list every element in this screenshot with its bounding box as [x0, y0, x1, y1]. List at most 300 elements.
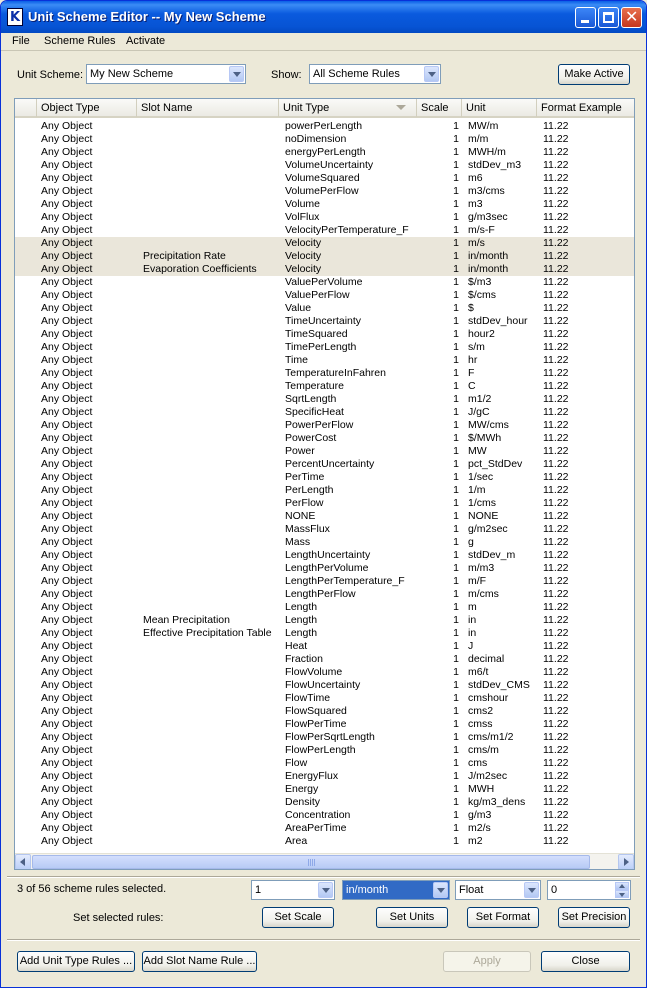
cell-slot-name	[143, 341, 283, 354]
table-row[interactable]	[15, 770, 634, 783]
cell-unit-type: FlowUncertainty	[285, 679, 361, 691]
cell-slot-name	[143, 315, 283, 328]
cell-object-type: Any Object	[41, 731, 93, 743]
cell-unit-type: LengthPerVolume	[285, 562, 369, 574]
cell-format-example: 11.22	[543, 341, 569, 353]
cell-scale: 1	[453, 419, 459, 431]
cell-unit: C	[468, 380, 476, 392]
cell-unit: pct_StdDev	[468, 458, 523, 470]
cell-object-type: Any Object	[41, 237, 93, 249]
cell-slot-name	[143, 653, 283, 666]
cell-format-example: 11.22	[543, 250, 569, 262]
table-row[interactable]	[15, 705, 634, 718]
cell-object-type: Any Object	[41, 653, 93, 665]
table-row[interactable]	[15, 393, 634, 406]
title-bar[interactable]	[1, 1, 646, 33]
cell-scale: 1	[453, 640, 459, 652]
window-title: Unit Scheme Editor -- My New Scheme	[28, 9, 266, 24]
cell-unit-type: Mass	[285, 536, 311, 548]
cell-unit-type: SqrtLength	[285, 393, 337, 405]
scrollbar-thumb[interactable]	[32, 855, 590, 869]
cell-scale: 1	[453, 289, 459, 301]
close-icon: ✕	[625, 7, 639, 26]
cell-format-example: 11.22	[543, 666, 569, 678]
maximize-icon	[603, 12, 614, 23]
table-row[interactable]	[15, 432, 634, 445]
sort-descending-icon	[396, 105, 406, 110]
table-row[interactable]	[15, 289, 634, 302]
table-row[interactable]	[15, 198, 634, 211]
cell-unit-type: PowerCost	[285, 432, 337, 444]
cell-scale: 1	[453, 120, 459, 132]
cell-unit-type: Concentration	[285, 809, 351, 821]
cell-object-type: Any Object	[41, 679, 93, 691]
cell-scale: 1	[453, 445, 459, 457]
cell-unit: m3	[468, 198, 483, 210]
cell-object-type: Any Object	[41, 159, 93, 171]
cell-unit: cmss	[468, 718, 493, 730]
cell-object-type: Any Object	[41, 263, 93, 275]
cell-unit-type: Length	[285, 614, 318, 626]
cell-scale: 1	[453, 575, 459, 587]
cell-object-type: Any Object	[41, 224, 93, 236]
menu-file[interactable]: File	[12, 35, 30, 47]
cell-slot-name	[143, 692, 283, 705]
cell-slot-name	[143, 471, 283, 484]
cell-format-example: 11.22	[543, 614, 569, 626]
table-row[interactable]	[15, 471, 634, 484]
cell-format-example: 11.22	[543, 471, 569, 483]
cell-unit-type: PerTime	[285, 471, 325, 483]
table-row[interactable]	[15, 562, 634, 575]
cell-unit-type: VolumeUncertainty	[285, 159, 374, 171]
cell-object-type: Any Object	[41, 276, 93, 288]
cell-slot-name	[143, 484, 283, 497]
cell-unit: s/m	[468, 341, 485, 353]
cell-object-type: Any Object	[41, 718, 93, 730]
table-row[interactable]	[15, 718, 634, 731]
cell-scale: 1	[453, 224, 459, 236]
cell-scale: 1	[453, 666, 459, 678]
table-row[interactable]	[15, 822, 634, 835]
cell-unit: 1/sec	[468, 471, 494, 483]
cell-slot-name	[143, 354, 283, 367]
set-selected-rules-label: Set selected rules:	[73, 912, 164, 924]
table-row[interactable]	[15, 315, 634, 328]
cell-scale: 1	[453, 484, 459, 496]
cell-format-example: 11.22	[543, 510, 569, 522]
table-row[interactable]	[15, 276, 634, 289]
cell-object-type: Any Object	[41, 341, 93, 353]
format-value: Float	[459, 884, 484, 896]
table-row[interactable]	[15, 120, 634, 133]
table-header	[15, 99, 634, 118]
cell-slot-name	[143, 718, 283, 731]
cell-scale: 1	[453, 601, 459, 613]
cell-unit: $/cms	[468, 289, 497, 301]
minimize-icon	[581, 20, 589, 23]
cell-slot-name	[143, 211, 283, 224]
cell-format-example: 11.22	[543, 406, 569, 418]
table-row[interactable]	[15, 653, 634, 666]
cell-unit-type: VolumePerFlow	[285, 185, 359, 197]
table-row[interactable]	[15, 159, 634, 172]
cell-object-type: Any Object	[41, 562, 93, 574]
cell-object-type: Any Object	[41, 536, 93, 548]
cell-format-example: 11.22	[543, 718, 569, 730]
cell-scale: 1	[453, 497, 459, 509]
cell-format-example: 11.22	[543, 432, 569, 444]
close-window-button[interactable]	[621, 7, 642, 28]
table-row[interactable]	[15, 250, 634, 263]
cell-format-example: 11.22	[543, 198, 569, 210]
table-row[interactable]	[15, 575, 634, 588]
cell-unit: stdDev_m3	[468, 159, 522, 171]
cell-slot-name	[143, 744, 283, 757]
cell-unit: in/month	[468, 250, 509, 262]
cell-unit-type: AreaPerTime	[285, 822, 347, 834]
table-row[interactable]	[15, 809, 634, 822]
cell-object-type: Any Object	[41, 445, 93, 457]
set-units-button[interactable]: Set Units	[376, 907, 448, 928]
make-active-button[interactable]: Make Active	[558, 64, 630, 85]
cell-unit: m1/2	[468, 393, 492, 405]
cell-unit-type: energyPerLength	[285, 146, 366, 158]
cell-unit-type: FlowTime	[285, 692, 331, 704]
cell-unit-type: Velocity	[285, 237, 322, 249]
cell-slot-name	[143, 406, 283, 419]
cell-format-example: 11.22	[543, 328, 569, 340]
cell-object-type: Any Object	[41, 302, 93, 314]
cell-format-example: 11.22	[543, 367, 569, 379]
table-row[interactable]	[15, 133, 634, 146]
column-header-unit-type[interactable]: Unit Type	[279, 99, 417, 117]
cell-scale: 1	[453, 653, 459, 665]
table-row[interactable]	[15, 458, 634, 471]
table-row[interactable]	[15, 406, 634, 419]
table-row[interactable]	[15, 588, 634, 601]
table-row[interactable]	[15, 666, 634, 679]
cell-slot-name: Mean Precipitation	[143, 614, 230, 626]
precision-value: 0	[551, 884, 558, 896]
table-row[interactable]	[15, 237, 634, 250]
cell-scale: 1	[453, 276, 459, 288]
cell-scale: 1	[453, 406, 459, 418]
cell-format-example: 11.22	[543, 523, 569, 535]
cell-format-example: 11.22	[543, 458, 569, 470]
cell-unit-type: Fraction	[285, 653, 323, 665]
cell-unit: stdDev_CMS	[468, 679, 530, 691]
table-row[interactable]	[15, 796, 634, 809]
cell-format-example: 11.22	[543, 185, 569, 197]
cell-object-type: Any Object	[41, 549, 93, 561]
cell-unit: MW	[468, 445, 487, 457]
scroll-left-button[interactable]	[15, 854, 31, 870]
cell-slot-name	[143, 172, 283, 185]
table-row[interactable]	[15, 302, 634, 315]
cell-unit-type: Time	[285, 354, 308, 366]
cell-scale: 1	[453, 185, 459, 197]
cell-object-type: Any Object	[41, 393, 93, 405]
cell-format-example: 11.22	[543, 315, 569, 327]
cell-unit: in	[468, 627, 477, 639]
cell-format-example: 11.22	[543, 770, 569, 782]
cell-scale: 1	[453, 510, 459, 522]
table-row[interactable]	[15, 783, 634, 796]
table-row[interactable]	[15, 224, 634, 237]
cell-format-example: 11.22	[543, 588, 569, 600]
cell-unit-type: EnergyFlux	[285, 770, 339, 782]
cell-scale: 1	[453, 757, 459, 769]
cell-unit: g/m3sec	[468, 211, 508, 223]
cell-unit-type: Length	[285, 627, 318, 639]
table-row[interactable]	[15, 692, 634, 705]
menu-activate[interactable]: Activate	[126, 35, 166, 47]
cell-unit-type: Heat	[285, 640, 308, 652]
cell-unit: hour2	[468, 328, 495, 340]
table-row[interactable]	[15, 419, 634, 432]
cell-format-example: 11.22	[543, 783, 569, 795]
cell-unit-type: FlowVolume	[285, 666, 343, 678]
cell-scale: 1	[453, 380, 459, 392]
cell-scale: 1	[453, 614, 459, 626]
minimize-button[interactable]	[575, 7, 596, 28]
cell-scale: 1	[453, 432, 459, 444]
cell-unit-type: FlowPerLength	[285, 744, 356, 756]
cell-format-example: 11.22	[543, 549, 569, 561]
table-row[interactable]	[15, 835, 634, 848]
cell-slot-name	[143, 835, 283, 848]
cell-unit: hr	[468, 354, 478, 366]
cell-slot-name	[143, 120, 283, 133]
cell-format-example: 11.22	[543, 146, 569, 158]
cell-slot-name	[143, 497, 283, 510]
column-header-scale[interactable]: Scale	[417, 99, 462, 117]
cell-unit-type: TimeSquared	[285, 328, 348, 340]
scale-select[interactable]	[251, 880, 335, 900]
cell-object-type: Any Object	[41, 484, 93, 496]
cell-unit: MWH/m	[468, 146, 506, 158]
spinner-buttons[interactable]	[615, 882, 629, 898]
add-slot-name-rule-button[interactable]: Add Slot Name Rule ...	[142, 951, 257, 972]
cell-unit: cms/m1/2	[468, 731, 514, 743]
cell-slot-name	[143, 237, 283, 250]
cell-object-type: Any Object	[41, 822, 93, 834]
spinner-down-icon[interactable]	[615, 890, 629, 898]
cell-unit: F	[468, 367, 475, 379]
table-row[interactable]	[15, 380, 634, 393]
cell-unit: m6/t	[468, 666, 489, 678]
cell-unit: stdDev_hour	[468, 315, 528, 327]
unit-scheme-select[interactable]	[86, 64, 246, 84]
scheme-rules-table	[14, 98, 635, 870]
table-row[interactable]	[15, 549, 634, 562]
cell-unit-type: TimePerLength	[285, 341, 357, 353]
cell-slot-name	[143, 289, 283, 302]
cell-object-type: Any Object	[41, 614, 93, 626]
cell-unit-type: LengthPerFlow	[285, 588, 356, 600]
chevron-down-icon[interactable]	[424, 66, 439, 82]
cell-unit: MWH	[468, 783, 495, 795]
precision-spinner[interactable]	[547, 880, 631, 900]
cell-slot-name	[143, 133, 283, 146]
cell-unit-type: Temperature	[285, 380, 344, 392]
set-scale-button[interactable]: Set Scale	[262, 907, 334, 928]
cell-unit-type: PerLength	[285, 484, 334, 496]
apply-button[interactable]: Apply	[443, 951, 531, 972]
column-header-object-type[interactable]: Object Type	[37, 99, 137, 117]
cell-format-example: 11.22	[543, 653, 569, 665]
table-row[interactable]	[15, 731, 634, 744]
unit-value: in/month	[346, 884, 389, 896]
table-row[interactable]	[15, 445, 634, 458]
cell-object-type: Any Object	[41, 497, 93, 509]
cell-scale: 1	[453, 731, 459, 743]
table-row[interactable]	[15, 354, 634, 367]
cell-object-type: Any Object	[41, 770, 93, 782]
scroll-right-button[interactable]	[618, 854, 634, 870]
cell-object-type: Any Object	[41, 809, 93, 821]
table-row[interactable]	[15, 185, 634, 198]
table-row[interactable]	[15, 484, 634, 497]
table-row[interactable]	[15, 640, 634, 653]
table-row[interactable]	[15, 211, 634, 224]
cell-format-example: 11.22	[543, 731, 569, 743]
menu-bar	[1, 33, 646, 51]
cell-slot-name	[143, 523, 283, 536]
table-row[interactable]	[15, 172, 634, 185]
separator	[7, 876, 640, 878]
cell-scale: 1	[453, 822, 459, 834]
cell-scale: 1	[453, 679, 459, 691]
chevron-down-icon[interactable]	[524, 882, 539, 898]
cell-unit: in/month	[468, 263, 509, 275]
cell-slot-name	[143, 159, 283, 172]
cell-scale: 1	[453, 523, 459, 535]
cell-scale: 1	[453, 250, 459, 262]
cell-unit-type: FlowSquared	[285, 705, 347, 717]
table-row[interactable]	[15, 536, 634, 549]
column-header-slot-name[interactable]: Slot Name	[137, 99, 279, 117]
cell-unit-type: Velocity	[285, 263, 322, 275]
cell-slot-name	[143, 458, 283, 471]
cell-object-type: Any Object	[41, 835, 93, 847]
close-button[interactable]: Close	[541, 951, 630, 972]
cell-unit-type: Length	[285, 601, 318, 613]
cell-slot-name	[143, 510, 283, 523]
cell-slot-name	[143, 549, 283, 562]
cell-scale: 1	[453, 367, 459, 379]
cell-object-type: Any Object	[41, 367, 93, 379]
cell-slot-name	[143, 783, 283, 796]
column-header-blank[interactable]	[15, 99, 37, 117]
cell-unit-type: LengthPerTemperature_F	[285, 575, 405, 587]
show-filter-select[interactable]	[309, 64, 441, 84]
cell-format-example: 11.22	[543, 536, 569, 548]
app-icon: K	[7, 8, 23, 26]
cell-format-example: 11.22	[543, 172, 569, 184]
unit-select[interactable]	[342, 880, 450, 900]
cell-slot-name	[143, 679, 283, 692]
cell-unit-type: Flow	[285, 757, 308, 769]
chevron-down-icon[interactable]	[318, 882, 333, 898]
chevron-down-icon[interactable]	[433, 882, 448, 898]
cell-object-type: Any Object	[41, 328, 93, 340]
cell-slot-name	[143, 276, 283, 289]
column-header-format-example[interactable]: Format Example	[541, 102, 622, 114]
cell-object-type: Any Object	[41, 198, 93, 210]
add-unit-type-rules-button[interactable]: Add Unit Type Rules ...	[17, 951, 135, 972]
cell-scale: 1	[453, 263, 459, 275]
cell-unit: J/gC	[468, 406, 490, 418]
cell-object-type: Any Object	[41, 133, 93, 145]
table-row[interactable]	[15, 497, 634, 510]
cell-scale: 1	[453, 796, 459, 808]
table-row[interactable]	[15, 510, 634, 523]
menu-scheme-rules[interactable]: Scheme Rules	[44, 35, 116, 47]
cell-slot-name	[143, 185, 283, 198]
table-row[interactable]	[15, 523, 634, 536]
cell-slot-name	[143, 367, 283, 380]
cell-slot-name	[143, 601, 283, 614]
cell-object-type: Any Object	[41, 796, 93, 808]
table-row[interactable]	[15, 679, 634, 692]
table-row[interactable]	[15, 627, 634, 640]
cell-unit: g/m3	[468, 809, 492, 821]
table-row[interactable]	[15, 601, 634, 614]
cell-unit: decimal	[468, 653, 505, 665]
cell-unit: $/MWh	[468, 432, 502, 444]
set-precision-button[interactable]: Set Precision	[558, 907, 630, 928]
cell-unit: m	[468, 601, 477, 613]
cell-object-type: Any Object	[41, 172, 93, 184]
cell-unit: J	[468, 640, 474, 652]
table-row[interactable]	[15, 328, 634, 341]
table-row[interactable]	[15, 263, 634, 276]
cell-unit-type: VolFlux	[285, 211, 320, 223]
table-row[interactable]	[15, 367, 634, 380]
cell-unit-type: VelocityPerTemperature_F	[285, 224, 409, 236]
cell-object-type: Any Object	[41, 432, 93, 444]
cell-scale: 1	[453, 328, 459, 340]
cell-scale: 1	[453, 302, 459, 314]
cell-scale: 1	[453, 835, 459, 847]
set-format-button[interactable]: Set Format	[467, 907, 539, 928]
table-row[interactable]	[15, 146, 634, 159]
cell-slot-name	[143, 640, 283, 653]
table-row[interactable]	[15, 744, 634, 757]
table-row[interactable]	[15, 757, 634, 770]
cell-unit-type: Density	[285, 796, 321, 808]
cell-scale: 1	[453, 315, 459, 327]
cell-unit-type: PerFlow	[285, 497, 324, 509]
cell-format-example: 11.22	[543, 679, 569, 691]
cell-format-example: 11.22	[543, 692, 569, 704]
horizontal-scrollbar[interactable]	[15, 853, 634, 869]
table-row[interactable]	[15, 341, 634, 354]
column-header-unit[interactable]: Unit	[462, 99, 537, 117]
cell-format-example: 11.22	[543, 835, 569, 847]
format-select[interactable]	[455, 880, 541, 900]
maximize-button[interactable]	[598, 7, 619, 28]
chevron-down-icon[interactable]	[229, 66, 244, 82]
cell-scale: 1	[453, 458, 459, 470]
cell-unit-type: PowerPerFlow	[285, 419, 354, 431]
table-row[interactable]	[15, 614, 634, 627]
cell-scale: 1	[453, 133, 459, 145]
spinner-up-icon[interactable]	[615, 882, 629, 890]
cell-scale: 1	[453, 549, 459, 561]
